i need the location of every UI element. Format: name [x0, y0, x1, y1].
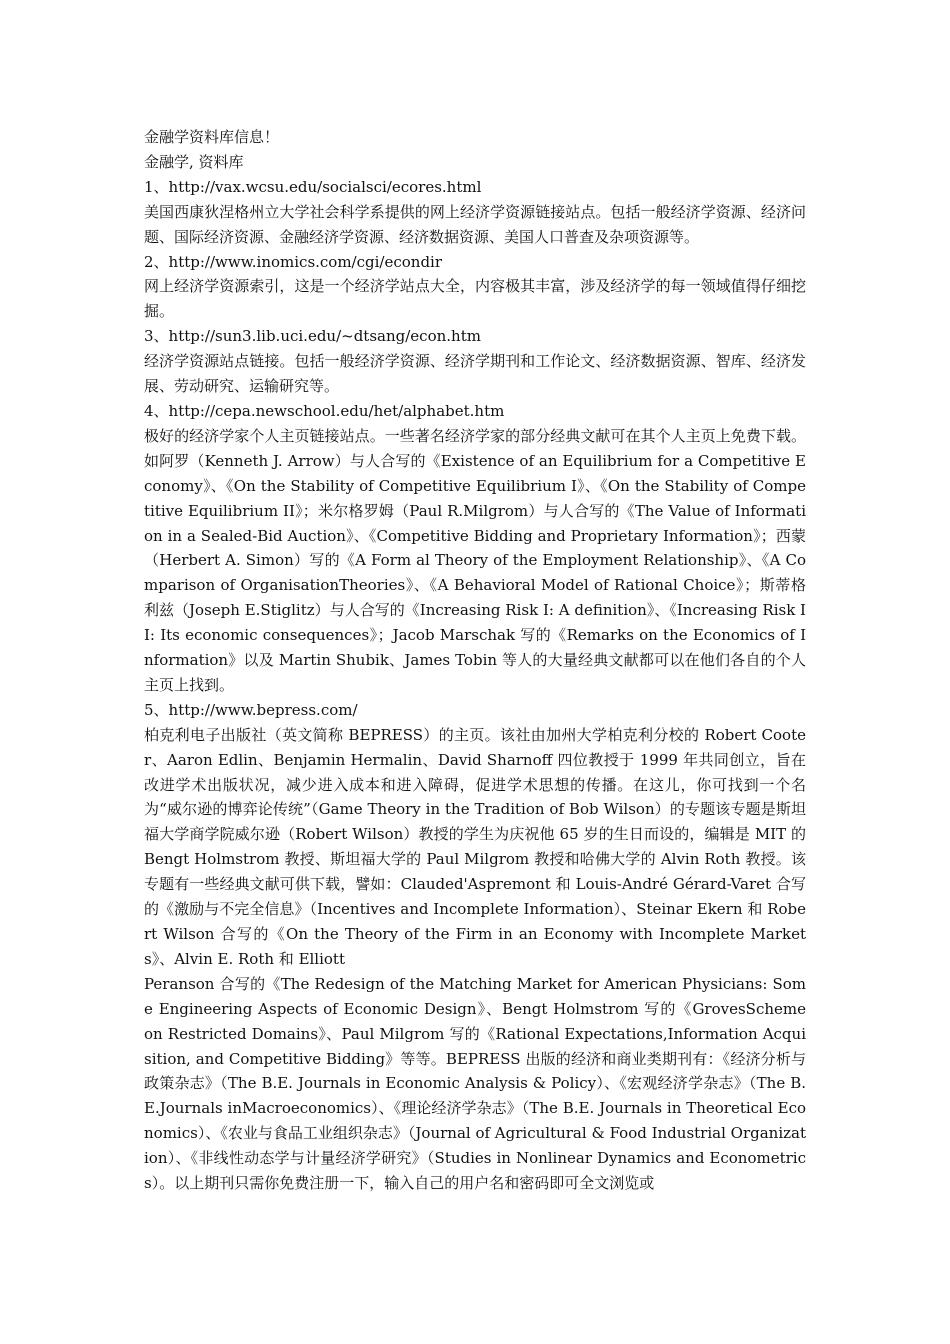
entry-5-body: 柏克利电子出版社（英文简称 BEPRESS）的主页。该社由加州大学柏克利分校的 Robert Cooter、Aaron Edlin、Benjamin Hermalin、David Sharnoff 四位教授于 1999 年共同创立，旨在改进学术出版状况，减少进入成本和进入障碍，促进学术思想的传播。在这儿，你可找到一个名为“威尔逊的博弈论传统”（Game Theory in the Tradition of Bob Wilson）的专题该专题是斯坦福大学商学院威尔逊（Robert Wilson）教授的学生为庆祝他 65 岁的生日而设的，编辑是 MIT 的 Bengt Holmstrom 教授、斯坦福大学的 Paul Milgrom 教授和哈佛大学的 Alvin Roth 教授。该专题有一些经典文献可供下载，譬如：Clauded'Aspremont 和 Louis-André Gérard-Varet 合写的《激励与不完全信息》（Incentives and Incomplete Information）、Steinar Ekern 和 Robert Wilson 合写的《On the Theory of the Firm in an Economy with Incomplete Markets》、Alvin E. Roth 和 Elliott	[144, 725, 807, 968]
entry-4-body: 极好的经济学家个人主页链接站点。一些著名经济学家的部分经典文献可在其个人主页上免费下载。如阿罗（Kenneth J. Arrow）与人合写的《Existence of an Equilibrium for a Competitive Economy》、《On the Stability of Competitive Equilibrium I》、《On the Stability of Competitive Equilibrium II》；米尔格罗姆（Paul R.Milgrom）与人合写的《The Value of Information in a Sealed-Bid Auction》、《Competitive Bidding and Proprietary Information》；西蒙（Herbert A. Simon）写的《A Form al Theory of the Employment Relationship》、《A Comparison of OrganisationTheories》、《A Behavioral Model of Rational Choice》；斯蒂格利兹（Joseph E.Stiglitz）与人合写的《Increasing Risk I: A definition》、《Increasing Risk II: Its economic consequences》；Jacob Marschak 写的《Remarks on the Economics of Information》以及 Martin Shubik、James Tobin 等人的大量经典文献都可以在他们各自的个人主页上找到。	[144, 426, 806, 694]
entry-3-body: 经济学资源站点链接。包括一般经济学资源、经济学期刊和工作论文、经济数据资源、智库、经济发展、劳动研究、运输研究等。	[144, 352, 806, 396]
entry-1-heading: 1、http://vax.wcsu.edu/socialsci/ecores.html	[144, 177, 482, 196]
entry-5-body-continued: Peranson 合写的《The Redesign of the Matching Market for American Physicians: Some Engineering Aspects of Economic Design》、Bengt Holmstrom 写的《GrovesScheme on Restricted Domains》、Paul Milgrom 写的《Rational Expectations,Information Acquisition, and Competitive Bidding》等等。BEPRESS 出版的经济和商业类期刊有：《经济分析与政策杂志》（The B.E. Journals in Economic Analysis & Policy）、《宏观经济学杂志》（The B.E.Journals inMacroeconomics）、《理论经济学杂志》（The B.E. Journals in Theoretical Economics）、《农业与食品工业组织杂志》（Journal of Agricultural & Food Industrial Organization）、《非线性动态学与计量经济学研究》（Studies in Nonlinear Dynamics and Econometrics）。以上期刊只需你免费注册一下，输入自己的用户名和密码即可全文浏览或	[144, 974, 806, 1193]
entry-1-body: 美国西康狄涅格州立大学社会科学系提供的网上经济学资源链接站点。包括一般经济学资源、经济问题、国际经济资源、金融经济学资源、经济数据资源、美国人口普查及杂项资源等。	[144, 202, 806, 246]
document-tags: 金融学, 资料库	[144, 152, 244, 171]
entry-3-heading: 3、http://sun3.lib.uci.edu/~dtsang/econ.htm	[144, 327, 481, 346]
entry-4-heading: 4、http://cepa.newschool.edu/het/alphabet.htm	[144, 401, 505, 420]
entry-2-heading: 2、http://www.inomics.com/cgi/econdir	[144, 252, 443, 271]
document-page	[144, 125, 806, 1196]
document-title: 金融学资料库信息！	[144, 128, 280, 146]
entry-2-body: 网上经济学资源索引，这是一个经济学站点大全，内容极其丰富，涉及经济学的每一领域值得仔细挖掘。	[144, 277, 806, 321]
entry-5-heading: 5、http://www.bepress.com/	[144, 700, 358, 719]
